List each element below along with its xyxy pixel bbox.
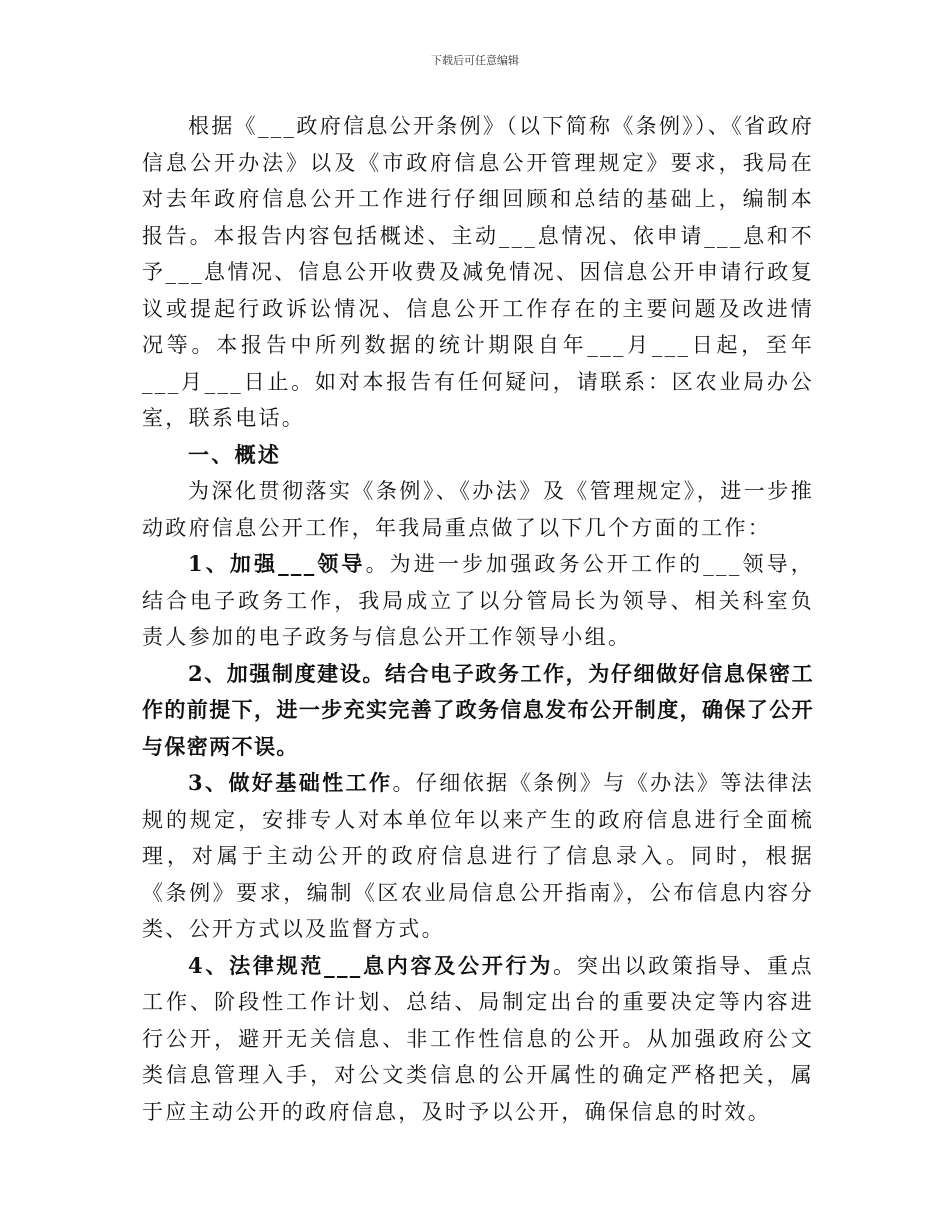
- item-3-paragraph: [142, 765, 814, 948]
- item-2-paragraph: 2、加强制度建设。结合电子政务工作，为仔细做好信息保密工作的前提下，进一步充实完善了政务信息发布公开制度，确保了公开与保密两不误。: [142, 660, 814, 759]
- page-header: 下载后可任意编辑: [431, 54, 519, 67]
- item-1-paragraph: [142, 546, 814, 656]
- item-1-title: 1、加强___领导: [188, 551, 366, 576]
- item-3-title: 3、做好基础性工作: [188, 770, 393, 795]
- item-3-text: 。仔细依据《条例》与《办法》等法律法规的规定，安排专人对本单位年以来产生的政府信息进行全面梳理，对属于主动公开的政府信息进行了信息录入。同时，根据《条例》要求，编制《区农业局信息公开指南》，公布信息内容分类、公开方式以及监督方式。: [142, 771, 814, 941]
- overview-paragraph: 为深化贯彻落实《条例》、《办法》及《管理规定》，进一步推动政府信息公开工作，年我局重点做了以下几个方面的工作：: [142, 479, 814, 540]
- section-heading-overview: 一、概述: [188, 441, 282, 467]
- document-body: [142, 108, 814, 1130]
- item-1-text: 。为进一步加强政务公开工作的___领导，结合电子政务工作，我局成立了以分管局长为领导、相关科室负责人参加的电子政务与信息公开工作领导小组。: [142, 552, 815, 649]
- intro-paragraph: 根据《___政府信息公开条例》（以下简称《条例》）、《省政府信息公开办法》以及《市政府信息公开管理规定》要求，我局在对去年政府信息公开工作进行仔细回顾和总结的基础上，编制本报告。本报告内容包括概述、主动___息情况、依申请___息和不予___息情况、信息公开收费及减免情况、因信息公开申请行政复议或提起行政诉讼情况、信息公开工作存在的主要问题及改进情况等。本报告中所列数据的统计期限自年___月___日起，至年___月___日止。如对本报告有任何疑问，请联系：区农业局办公室，联系电话。: [142, 114, 814, 430]
- item-4-text: 。突出以政策指导、重点工作、阶段性工作计划、总结、局制定出台的重要决定等内容进行公开，避开无关信息、非工作性信息的公开。从加强政府公文类信息管理入手，对公文类信息的公开属性的确定严格把关，属于应主动公开的政府信息，及时予以公开，确保信息的时效。: [142, 953, 814, 1124]
- item-4-paragraph: [142, 948, 814, 1131]
- item-4-title: 4、法律规范___息内容及公开行为: [188, 952, 554, 978]
